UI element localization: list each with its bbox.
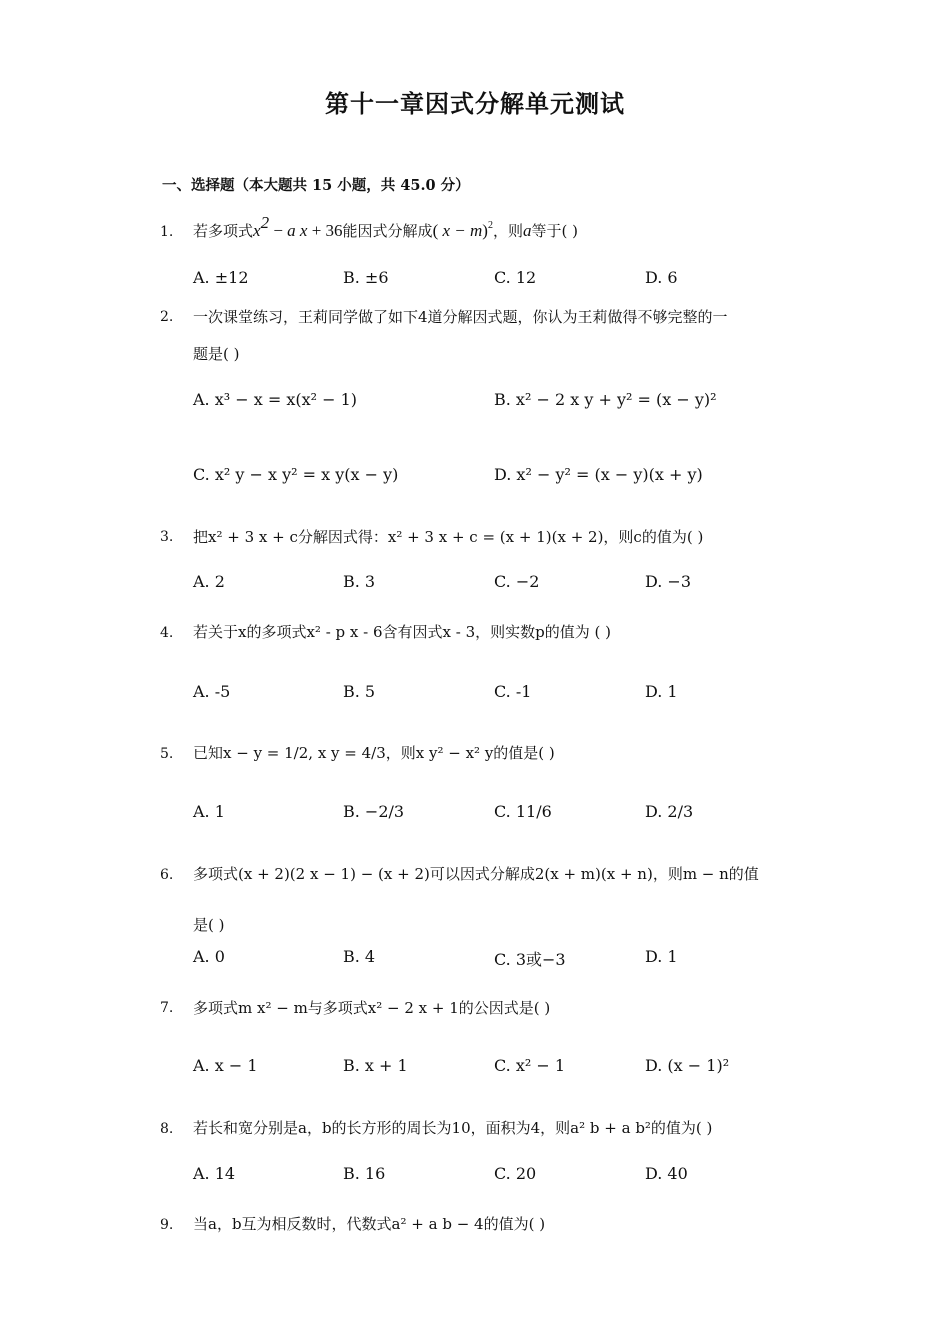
question-7-text: 多项式m x² − m与多项式x² − 2 x + 1的公因式是( ) (193, 999, 551, 1017)
option-c[interactable]: C. 11/6 (494, 802, 552, 821)
question-number: 2. (160, 309, 174, 325)
section-heading: 一、选择题（本大题共 15 小题，共 45.0 分） (162, 177, 470, 194)
option-d[interactable]: D. x² − y² = (x − y)(x + y) (494, 465, 703, 484)
option-b[interactable]: B. 4 (343, 947, 376, 966)
question-number: 6. (160, 867, 174, 883)
option-d[interactable]: D. 40 (645, 1164, 688, 1183)
option-d[interactable]: D. 1 (645, 682, 678, 701)
option-a[interactable]: A. ±12 (193, 268, 249, 287)
option-a[interactable]: A. 14 (193, 1164, 236, 1183)
option-a[interactable]: A. -5 (193, 682, 231, 701)
question-8-text: 若长和宽分别是a，b的长方形的周长为10，面积为4，则a² b + a b²的值为( ) (193, 1119, 713, 1137)
option-b[interactable]: B. ±6 (343, 268, 389, 287)
question-1-text: 若多项式$x^2 - a$ x + 36能因式分解成( x − m)$^2$，则a等于( ) (193, 213, 578, 240)
option-b[interactable]: B. 3 (343, 572, 376, 591)
question-number: 3. (160, 529, 174, 545)
option-b[interactable]: B. 5 (343, 682, 376, 701)
option-c[interactable]: C. x² y − x y² = x y(x − y) (193, 465, 399, 484)
question-9-text: 当a，b互为相反数时，代数式a² + a b − 4的值为( ) (193, 1215, 546, 1233)
page-title: 第十一章因式分解单元测试 (325, 89, 625, 118)
question-6-line2: 是( ) (193, 916, 225, 934)
question-number: 1. (160, 224, 174, 240)
option-b[interactable]: B. x² − 2 x y + y² = (x − y)² (494, 390, 717, 409)
option-c[interactable]: C. 3或−3 (494, 950, 566, 969)
option-b[interactable]: B. x + 1 (343, 1056, 408, 1075)
option-c[interactable]: C. x² − 1 (494, 1056, 566, 1075)
question-5-text: 已知x − y = 1/2, x y = 4/3，则x y² − x² y的值是( ) (193, 744, 555, 762)
option-a[interactable]: A. 0 (193, 947, 225, 966)
option-d[interactable]: D. 2/3 (645, 802, 694, 821)
option-a[interactable]: A. 2 (193, 572, 225, 591)
option-d[interactable]: D. 1 (645, 947, 678, 966)
option-a[interactable]: A. 1 (193, 802, 225, 821)
option-d[interactable]: D. (x − 1)² (645, 1056, 730, 1075)
question-number: 5. (160, 746, 174, 762)
option-c[interactable]: C. -1 (494, 682, 532, 701)
question-number: 7. (160, 1000, 174, 1016)
question-number: 8. (160, 1121, 174, 1137)
question-number: 9. (160, 1217, 174, 1233)
question-3-text: 把x² + 3 x + c分解因式得：x² + 3 x + c = (x + 1)(x + 2)，则c的值为( ) (193, 528, 704, 546)
option-c[interactable]: C. 12 (494, 268, 537, 287)
option-d[interactable]: D. −3 (645, 572, 692, 591)
option-c[interactable]: C. −2 (494, 572, 540, 591)
question-2-line1: 一次课堂练习，王莉同学做了如下4道分解因式题，你认为王莉做得不够完整的一 (193, 308, 728, 326)
option-d[interactable]: D. 6 (645, 268, 678, 287)
option-b[interactable]: B. −2/3 (343, 802, 405, 821)
option-b[interactable]: B. 16 (343, 1164, 386, 1183)
question-4-text: 若关于x的多项式x² - p x - 6含有因式x - 3，则实数p的值为 ( ) (193, 623, 611, 641)
question-number: 4. (160, 625, 174, 641)
option-a[interactable]: A. x − 1 (193, 1056, 258, 1075)
question-2-line2: 题是( ) (193, 345, 240, 363)
question-6-line1: 多项式(x + 2)(2 x − 1) − (x + 2)可以因式分解成2(x + m)(x + n)，则m − n的值 (193, 865, 759, 883)
option-a[interactable]: A. x³ − x = x(x² − 1) (193, 390, 358, 409)
option-c[interactable]: C. 20 (494, 1164, 537, 1183)
